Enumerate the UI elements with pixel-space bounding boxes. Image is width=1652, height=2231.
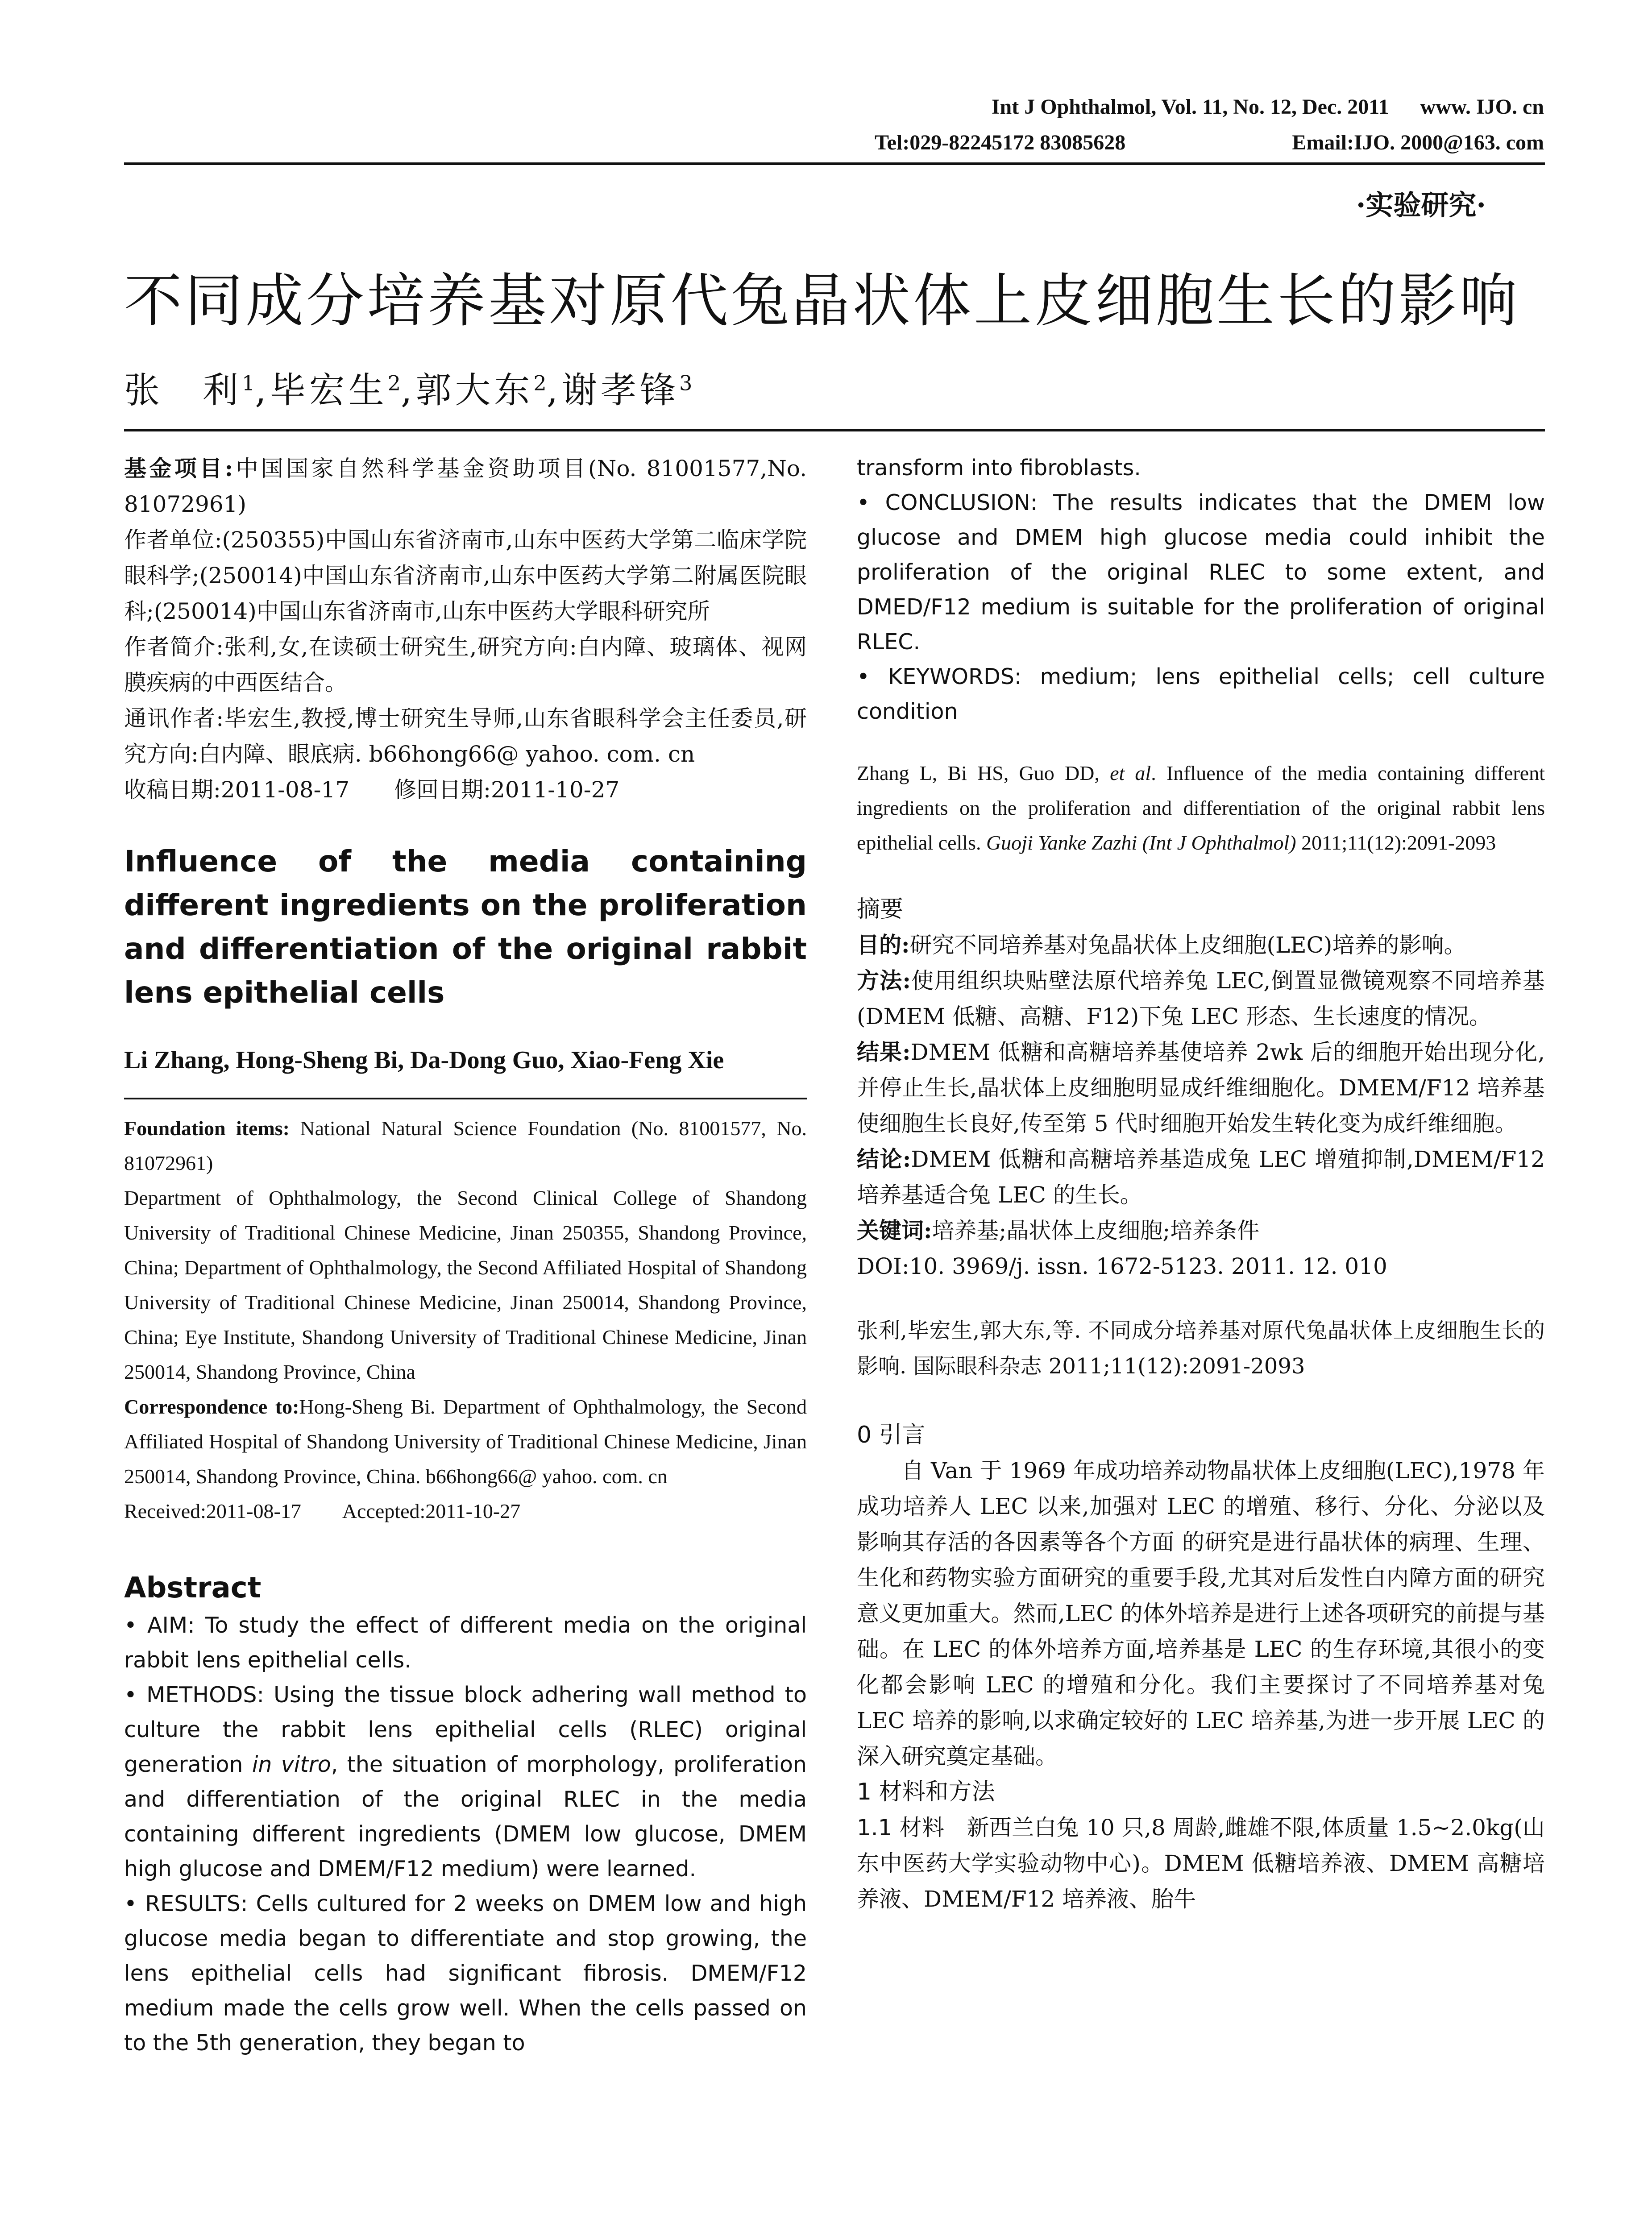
abstract-methods-b: , the situation of morphology, proliferation and differentiation of the original RLEC in the media containing different ingredients (DMEM low glucose, DMEM high glucose and DMEM/F12 medium) were learned. bbox=[124, 1752, 807, 1882]
abstract-cn-conclusion-label: 结论: bbox=[857, 1146, 911, 1172]
journal-email: Email:IJO. 2000@163. com bbox=[1292, 131, 1544, 154]
fund-label-en: Foundation items: bbox=[124, 1117, 290, 1140]
materials-paragraph bbox=[857, 1810, 1545, 1917]
affiliation-cn: 作者单位:(250355)中国山东省济南市,山东中医药大学第二临床学院眼科学;(250014)中国山东省济南市,山东中医药大学第二附属医院眼科;(250014)中国山东省济南市,山东中医药大学眼科研究所 bbox=[124, 527, 807, 624]
citation-en-journal: Guoji Yanke Zazhi (Int J Ophthalmol) bbox=[986, 831, 1296, 854]
abstract-cn-results bbox=[857, 1034, 1545, 1141]
methods-heading: 1 材料和方法 bbox=[857, 1779, 995, 1805]
fund-text-cn: 中国国家自然科学基金资助项目(No. 81001577,No. 81072961) bbox=[124, 456, 807, 517]
author-sup: 2 bbox=[533, 371, 547, 395]
right-column bbox=[857, 451, 1545, 1917]
meta-rule bbox=[124, 1098, 807, 1099]
journal-contact-line bbox=[875, 130, 1544, 155]
abstract-cn-aim bbox=[857, 927, 1545, 963]
citation-en-b: . Influence of the media containing different ingredients on the proliferation and differentiation of the original rabbit lens epithelial cells. bbox=[857, 762, 1545, 854]
author-list-en: Li Zhang, Hong-Sheng Bi, Da-Dong Guo, Xiao-Feng Xie bbox=[124, 1046, 724, 1074]
abstract-keywords: • KEYWORDS: medium; lens epithelial cells; cell culture condition bbox=[857, 664, 1545, 724]
abstract-cn-aim-text: 研究不同培养基对兔晶状体上皮细胞(LEC)培养的影响。 bbox=[909, 932, 1466, 958]
citation-en-c: 2011;11(12):2091-2093 bbox=[1296, 831, 1496, 854]
header-rule bbox=[124, 162, 1545, 165]
abstract-conclusion: • CONCLUSION: The results indicates that the DMEM low glucose and DMEM high glucose media could inhibit the proliferation of the original RLEC to some extent, and DMED/F12 medium is suitable for the proliferation of original RLEC. bbox=[857, 490, 1545, 655]
journal-website: www. IJO. cn bbox=[1420, 95, 1544, 119]
abstract-aim: • AIM: To study the effect of different media on the original rabbit lens epithelial cells. bbox=[124, 1613, 807, 1673]
abstract-results: • RESULTS: Cells cultured for 2 weeks on DMEM low and high glucose media began to differentiate and stop growing, the lens epithelial cells had significant fibrosis. DMEM/F12 medium made the cells grow well. When the cells passed on to the 5th generation, they began to bbox=[124, 1891, 807, 2056]
page-title: 不同成分培养基对原代兔晶状体上皮细胞生长的影响 bbox=[124, 267, 1520, 335]
doi: DOI:10. 3969/j. issn. 1672-5123. 2011. 12. 010 bbox=[857, 1253, 1387, 1279]
materials-label: 1.1 材料 bbox=[857, 1815, 945, 1841]
fund-text-en: National Natural Science Foundation (No. 81001577, No. 81072961) bbox=[124, 1117, 807, 1174]
journal-header-line bbox=[875, 95, 1544, 119]
author-sup: 1 bbox=[242, 371, 255, 395]
author-rule bbox=[124, 429, 1545, 431]
abstract-cn-results-text: DMEM 低糖和高糖培养基使培养 2wk 后的细胞开始出现分化,并停止生长,晶状体上皮细胞明显成纤维细胞化。DMEM/F12 培养基使细胞生长良好,传至第 5 代时细胞开始发生转化变为成纤维细胞。 bbox=[857, 1039, 1545, 1136]
intro-text: 自 Van 于 1969 年成功培养动物晶状体上皮细胞(LEC),1978 年成功培养人 LEC 以来,加强对 LEC 的增殖、移行、分化、分泌以及影响其存活的各因素等各个方面 的研究是进行晶状体的病理、生理、生化和药物实验方面研究的重要手段,尤其对后发性白内障方面的研究意义更加重大。然而,LEC 的体外培养是进行上述各项研究的前提与基础。在 LEC 的体外培养方面,培养基是 LEC 的生存环境,其很小的变化都会影响 LEC 的增殖和分化。我们主要探讨了不同培养基对兔 LEC 培养的影响,以求确定较好的 LEC 培养基,为进一步开展 LEC 的深入研究奠定基础。 bbox=[857, 1458, 1545, 1769]
abstract-cn-methods bbox=[857, 963, 1545, 1034]
correspondence-en bbox=[124, 1389, 807, 1494]
corr-label-en: Correspondence to: bbox=[124, 1395, 299, 1418]
citation-cn: 张利,毕宏生,郭大东,等. 不同成分培养基对原代兔晶状体上皮细胞生长的影响. 国际眼科杂志 2011;11(12):2091-2093 bbox=[857, 1318, 1545, 1379]
journal-tel: Tel:029-82245172 83085628 bbox=[875, 131, 1126, 154]
journal-citation: Int J Ophthalmol, Vol. 11, No. 12, Dec. 2011 bbox=[991, 95, 1389, 119]
abstract-cn-methods-label: 方法: bbox=[857, 967, 911, 994]
abstract-cn-results-label: 结果: bbox=[857, 1039, 911, 1065]
abstract-methods-italic: in vitro bbox=[252, 1752, 331, 1777]
left-column bbox=[124, 451, 807, 2061]
abstract-results-cont: transform into fibroblasts. bbox=[857, 455, 1141, 481]
abstract-methods-a: • METHODS: Using the tissue block adhering wall method to culture the rabbit lens epithelial cells (RLEC) original generation bbox=[124, 1682, 807, 1777]
intro-heading: 0 引言 bbox=[857, 1422, 926, 1448]
abstract-methods bbox=[124, 1678, 807, 1887]
correspondence-cn: 通讯作者:毕宏生,教授,博士研究生导师,山东省眼科学会主任委员,研究方向:白内障、眼底病. b66hong66@ yahoo. com. cn bbox=[124, 705, 807, 767]
abstract-heading: Abstract bbox=[124, 1572, 261, 1605]
author-name: 张 利 bbox=[124, 369, 242, 411]
fund-label-cn: 基金项目: bbox=[124, 455, 233, 481]
dates-en: Received:2011-08-17 Accepted:2011-10-27 bbox=[124, 1500, 521, 1522]
citation-en-a: Zhang L, Bi HS, Guo DD, bbox=[857, 762, 1110, 784]
abstract-cn-methods-text: 使用组织块贴壁法原代培养兔 LEC,倒置显微镜观察不同培养基(DMEM 低糖、高糖、F12)下兔 LEC 形态、生长速度的情况。 bbox=[857, 968, 1545, 1029]
fund-note-cn bbox=[124, 451, 807, 522]
bio-cn: 作者简介:张利,女,在读硕士研究生,研究方向:白内障、玻璃体、视网膜疾病的中西医结合。 bbox=[124, 634, 807, 696]
title-en: Influence of the media containing different ingredients on the proliferation and differentiation of the original rabbit lens epithelial cells bbox=[124, 844, 807, 1010]
abstract-cn-conclusion-text: DMEM 低糖和高糖培养基造成兔 LEC 增殖抑制,DMEM/F12 培养基适合兔 LEC 的生长。 bbox=[857, 1146, 1545, 1208]
fund-note-en bbox=[124, 1111, 807, 1181]
affiliation-en: Department of Ophthalmology, the Second Clinical College of Shandong University of Traditional Chinese Medicine, Jinan 250355, Shandong Province, China; Department of Ophthalmology, the Second Affiliated Hospital of Shandong University of Traditional Chinese Medicine, Jinan 250014, Shandong Province, China; Eye Institute, Shandong University of Traditional Chinese Medicine, Jinan 250014, Shandong Province, China bbox=[124, 1186, 807, 1383]
author-sup: 2 bbox=[387, 371, 401, 395]
abstract-cn-heading: 摘要 bbox=[857, 896, 904, 923]
corr-text-en: Hong-Sheng Bi. Department of Ophthalmology, the Second Affiliated Hospital of Shandong University of Traditional Chinese Medicine, Jinan 250014, Shandong Province, China. b66hong66@ yahoo. com. cn bbox=[124, 1395, 807, 1488]
materials-text: 新西兰白兔 10 只,8 周龄,雌雄不限,体质量 1.5~2.0kg(山东中医药大学实验动物中心)。DMEM 低糖培养液、DMEM 高糖培养液、DMEM/F12 培养液、胎牛 bbox=[857, 1815, 1545, 1912]
abstract-cn-keywords-text: 培养基;晶状体上皮细胞;培养条件 bbox=[932, 1218, 1260, 1244]
abstract-cn-keywords-label: 关键词: bbox=[857, 1217, 932, 1244]
author-sup: 3 bbox=[679, 371, 693, 395]
author-name: 毕宏生 bbox=[270, 369, 388, 411]
citation-en-etal: et al bbox=[1110, 762, 1151, 784]
dates-cn: 收稿日期:2011-08-17 修回日期:2011-10-27 bbox=[124, 777, 620, 803]
abstract-cn-keywords bbox=[857, 1213, 1545, 1248]
author-name: 谢孝锋 bbox=[561, 369, 680, 411]
author-name: 郭大东 bbox=[415, 369, 534, 411]
author-list-cn: 张 利$^1$,毕宏生$^2$,郭大东$^2$,谢孝锋$^3$ bbox=[124, 369, 693, 411]
abstract-cn-conclusion bbox=[857, 1141, 1545, 1213]
abstract-cn-aim-label: 目的: bbox=[857, 932, 910, 958]
citation-en bbox=[857, 756, 1545, 860]
section-tag: ·实验研究· bbox=[1356, 189, 1486, 221]
